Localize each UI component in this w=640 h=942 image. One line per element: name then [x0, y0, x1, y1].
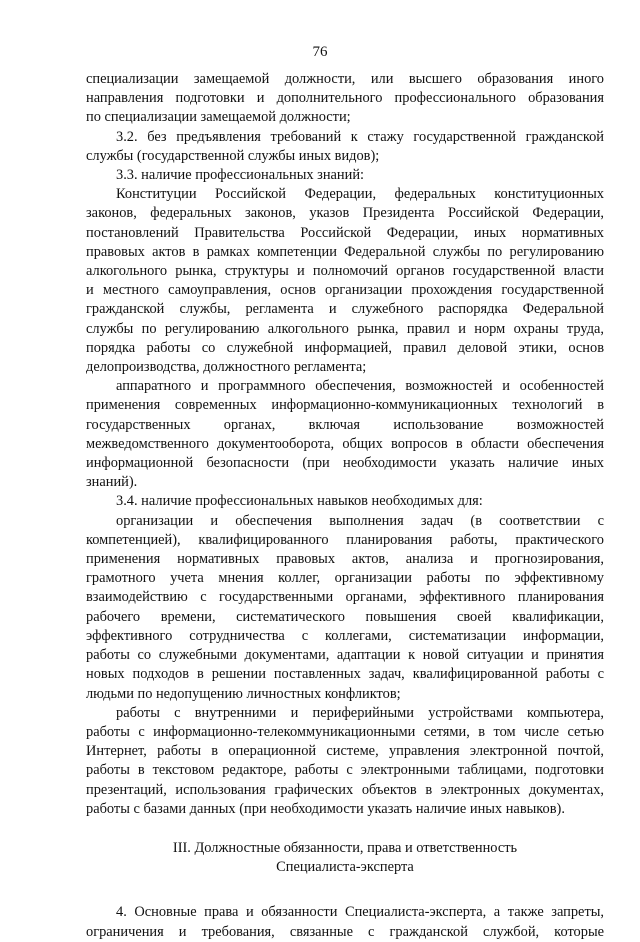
- text-line: аппаратного и программного обеспечения, возможностей и особенностей: [116, 378, 604, 395]
- section-heading-line: Специалиста-эксперта: [276, 859, 414, 876]
- text-line: законов, федеральных законов, указов Президента Российской Федерации,: [86, 205, 604, 222]
- text-line: Интернет, работы в операционной системе, управления электронной почтой,: [86, 743, 604, 760]
- paragraph: [86, 128, 604, 166]
- spacer: [86, 877, 604, 903]
- text-line: гражданской службы, регламента и служебного распорядка Федеральной: [86, 301, 604, 318]
- text-line: направления подготовки и дополнительного профессионального образования: [86, 90, 604, 107]
- text-line: работы с информационно-телекоммуникационными сетями, в том числе сетью: [86, 723, 604, 740]
- text-line: применения нормативных правовых актов, анализа и прогнозирования,: [86, 551, 604, 568]
- text-line: 4. Основные права и обязанности Специалиста-эксперта, а также запреты,: [116, 904, 604, 921]
- text-line: работы со служебными документами, адаптации к новой ситуации и принятия: [86, 647, 604, 664]
- text-line: людьми по недопущению личностных конфликтов;: [86, 685, 401, 702]
- text-line: новых подходов в решении поставленных задач, квалифицированной работы с: [86, 666, 604, 683]
- section-heading: [86, 839, 604, 877]
- text-line: эффективного сотрудничества с коллегами, систематизации информации,: [86, 627, 604, 644]
- text-line: знаний).: [86, 474, 138, 491]
- text-line: 3.2. без предъявления требований к стажу государственной гражданской: [116, 128, 604, 145]
- page-number: 76: [312, 44, 328, 60]
- text-line: алкогольного рынка, структуры и полномочий органов государственной власти: [86, 263, 604, 280]
- section-heading-line: III. Должностные обязанности, права и ответственность: [172, 839, 518, 856]
- paragraph: [86, 492, 604, 511]
- text-line: 3.4. наличие профессиональных навыков необходимых для:: [116, 493, 483, 510]
- text-line: рабочего времени, систематического повышения своей квалификации,: [86, 608, 604, 625]
- text-line: государственных органах, включая использование возможностей: [86, 416, 604, 433]
- text-line: презентаций, использования графических объектов в электронных документах,: [86, 781, 604, 798]
- text-line: грамотного учета мнения коллег, организации работы по эффективному: [86, 570, 604, 587]
- text-line: порядка работы со служебной информацией, правил деловой этики, основ: [86, 339, 604, 356]
- text-line: службы (государственной службы иных видов);: [86, 147, 380, 164]
- text-line: и местного самоуправления, основ организации прохождения государственной: [86, 282, 604, 299]
- text-line: информационной безопасности (при необходимости указать наличие иных: [86, 455, 604, 472]
- text-line: применения современных информационно-коммуникационных технологий в: [86, 397, 604, 414]
- paragraph: [86, 704, 604, 819]
- text-line: делопроизводства, должностного регламента;: [86, 359, 367, 376]
- text-line: взаимодействию с государственными органами, эффективного планирования: [86, 589, 604, 606]
- text-line: компетенцией), квалифицированного планирования работы, практического: [86, 531, 604, 548]
- text-line: постановлений Правительства Российской Федерации, иных нормативных: [86, 224, 604, 241]
- document-body: [86, 70, 604, 942]
- text-line: 3.3. наличие профессиональных знаний:: [116, 167, 365, 184]
- text-line: службы по регулированию алкогольного рынка, правил и норм охраны труда,: [86, 320, 604, 337]
- text-line: работы с внутренними и периферийными устройствами компьютера,: [116, 704, 604, 721]
- text-line: правовых актов в рамках компетенции Федеральной службы по регулированию: [86, 243, 604, 260]
- paragraph: [86, 377, 604, 492]
- paragraph: [86, 903, 604, 941]
- paragraph: [86, 185, 604, 377]
- text-line: ограничения и требования, связанные с гражданской службой, которые: [86, 923, 604, 940]
- paragraph: [86, 166, 604, 185]
- text-line: работы с базами данных (при необходимости указать наличие иных навыков).: [86, 800, 565, 817]
- paragraph: [86, 70, 604, 128]
- paragraph: [86, 512, 604, 704]
- text-line: специализации замещаемой должности, или высшего образования иного: [86, 71, 604, 87]
- text-line: работы в текстовом редакторе, работы с электронными таблицами, подготовки: [86, 762, 604, 779]
- text-line: организации и обеспечения выполнения задач (в соответствии с: [116, 512, 604, 529]
- text-line: Конституции Российской Федерации, федеральных конституционных: [116, 186, 604, 203]
- text-line: межведомственного документооборота, общих вопросов в области обеспечения: [86, 435, 604, 452]
- text-line: по специализации замещаемой должности;: [86, 109, 351, 126]
